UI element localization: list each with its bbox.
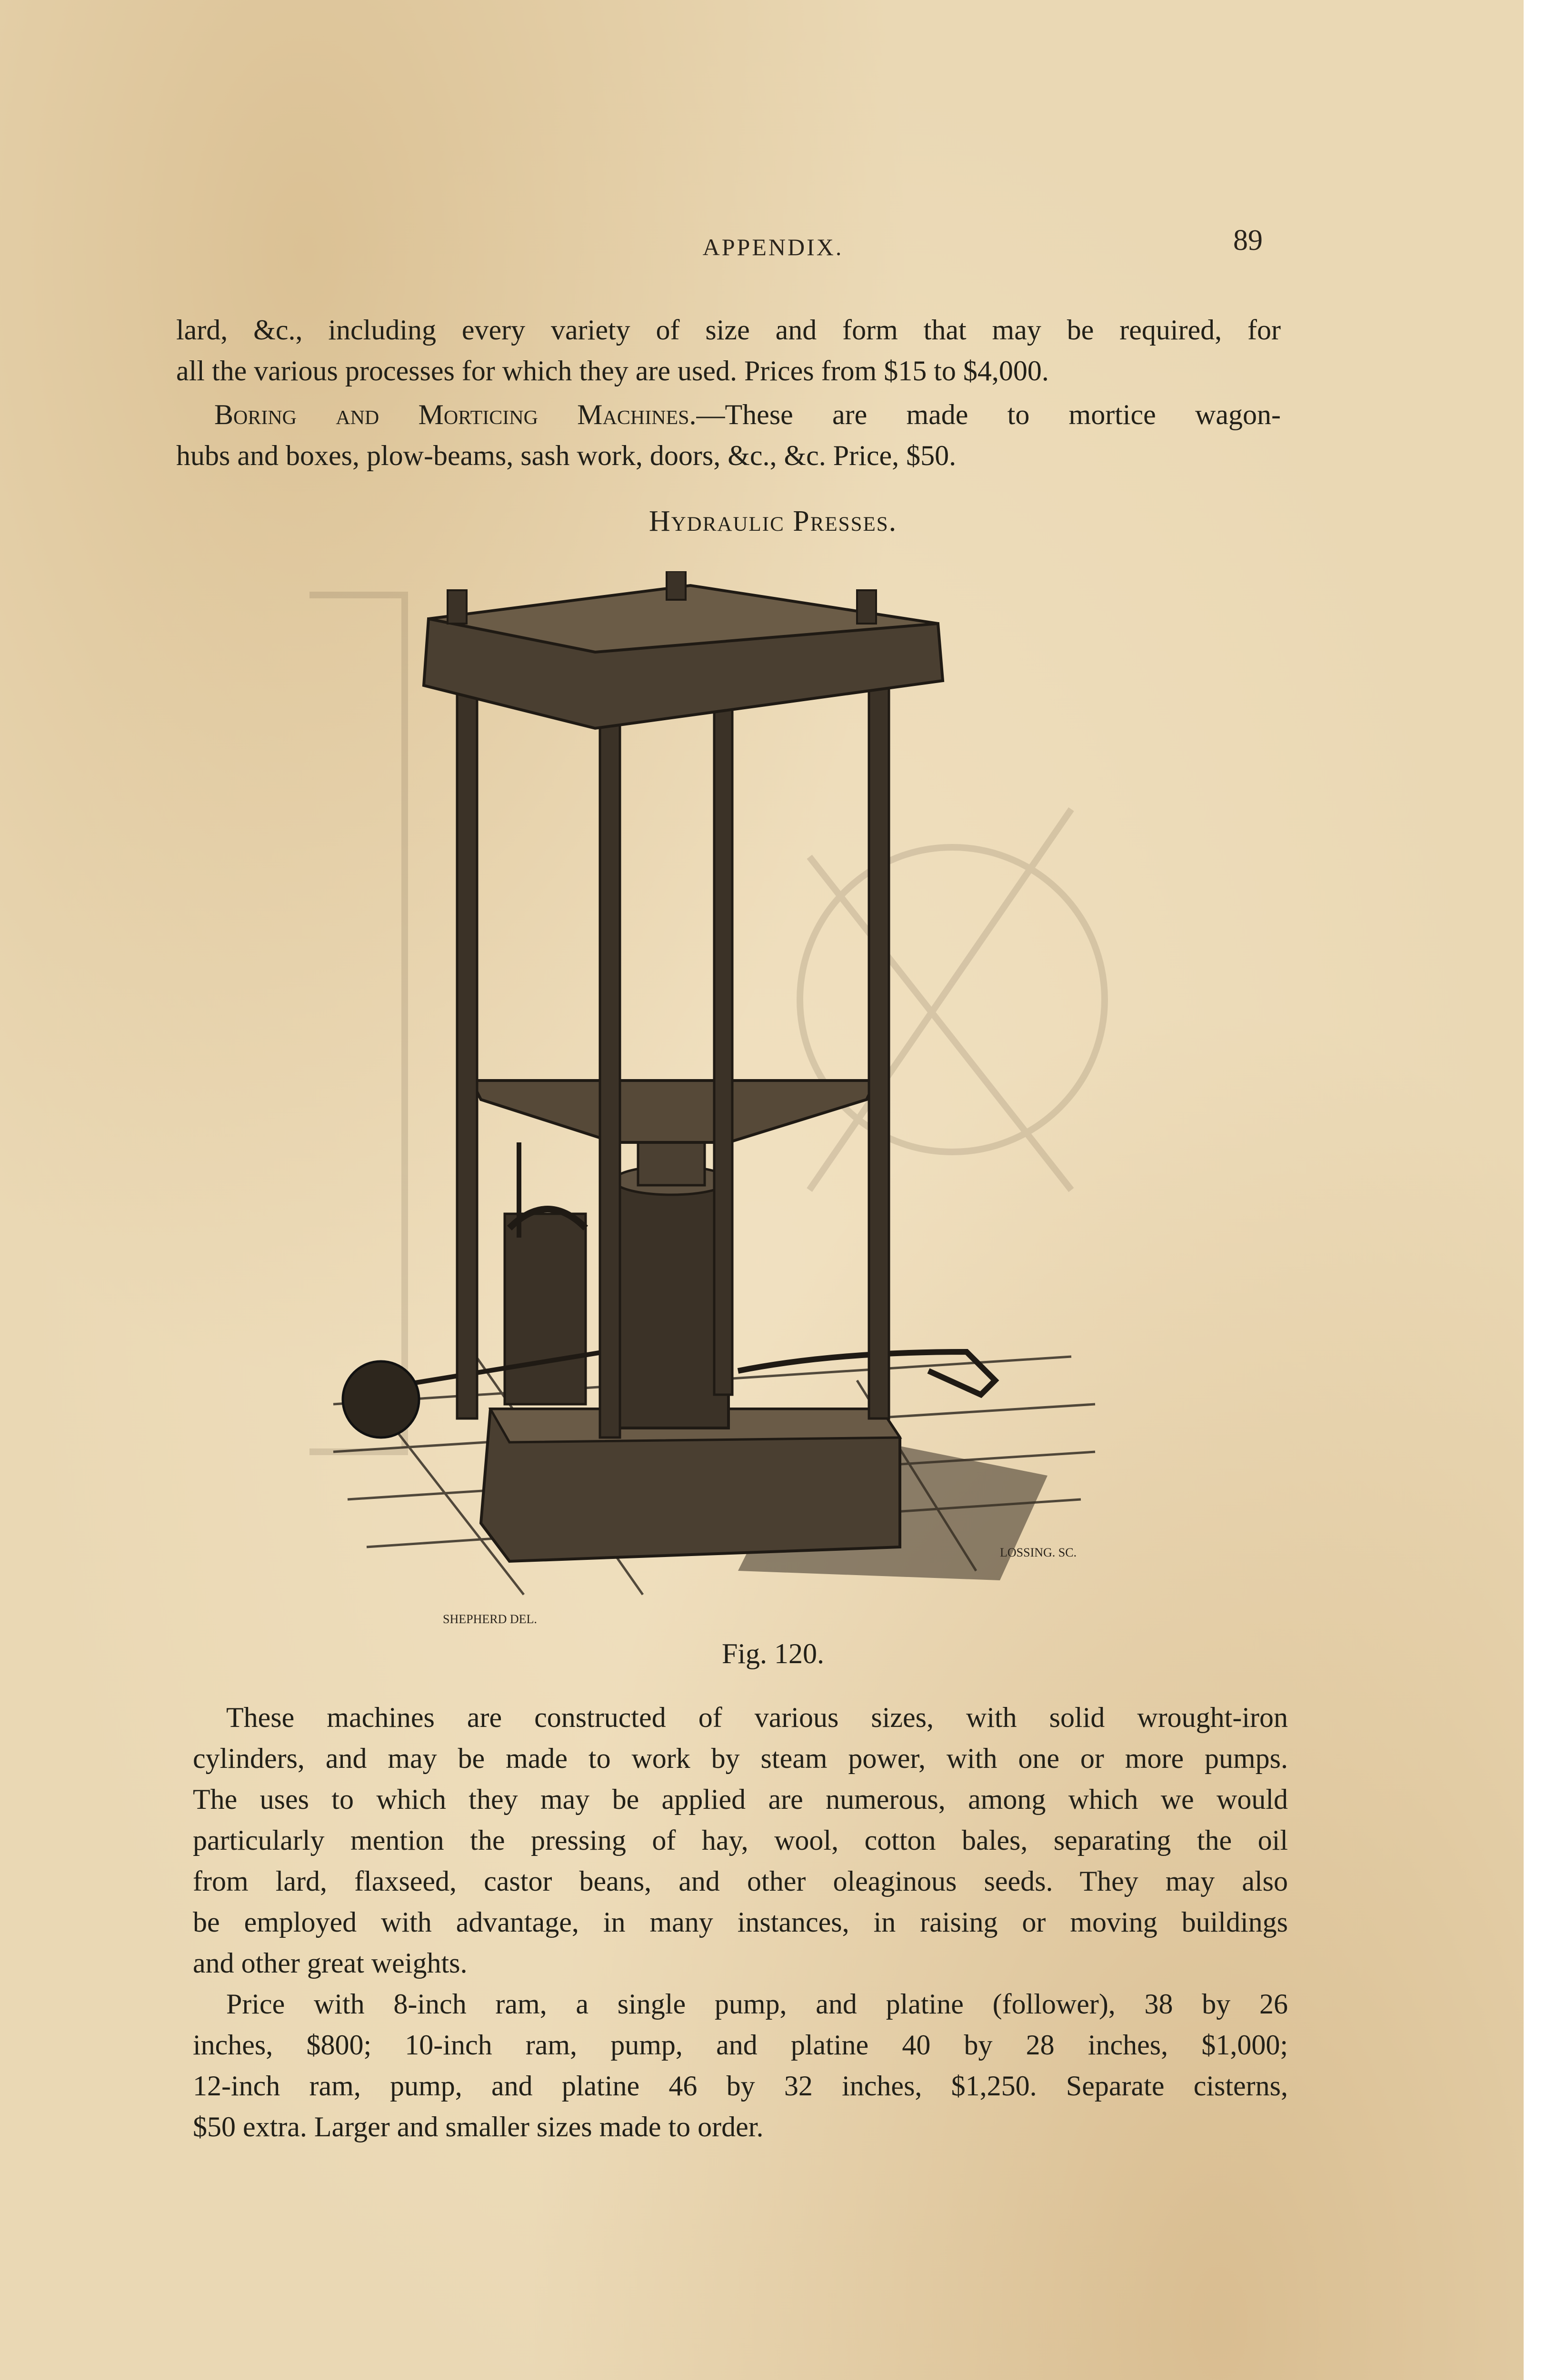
text-fragment: —These are made to mortice wagon- xyxy=(696,399,1281,430)
text-line: all the various processes for which they are used. Prices from $15 to $4,000. xyxy=(176,355,1049,387)
intro-text-block xyxy=(176,309,1281,476)
text-line: inches, $800; 10-inch ram, pump, and platine 40 by 28 inches, $1,000; xyxy=(193,2029,1288,2061)
text-line: hubs and boxes, plow-beams, sash work, doors, &c., &c. Price, $50. xyxy=(176,440,957,471)
figure-caption: Fig. 120. xyxy=(721,1638,825,1669)
section-heading: Hydraulic Presses. xyxy=(648,505,898,537)
engraver-credit-left: SHEPHERD DEL. xyxy=(443,1612,537,1626)
running-head: APPENDIX. xyxy=(702,234,844,260)
text-line xyxy=(176,394,1281,435)
text-line: particularly mention the pressing of hay, wool, cotton bales, separating the oil xyxy=(193,1825,1288,1856)
text-line: Price with 8-inch ram, a single pump, and platine (follower), 38 by 26 xyxy=(226,1988,1288,2020)
text-line: and other great weights. xyxy=(193,1947,468,1979)
subsection-lead: Boring and Morticing Machines. xyxy=(214,399,697,430)
text-line: 12-inch ram, pump, and platine 46 by 32 inches, $1,250. Separate cisterns, xyxy=(193,2070,1288,2102)
text-line: from lard, flaxseed, castor beans, and other oleaginous seeds. They may also xyxy=(193,1865,1288,1897)
hydraulic-press-illustration xyxy=(309,571,1119,1637)
body-text-block xyxy=(193,1697,1288,2147)
text-line: $50 extra. Larger and smaller sizes made to order. xyxy=(193,2111,764,2142)
text-line: These machines are constructed of various sizes, with solid wrought-iron xyxy=(226,1702,1288,1733)
text-line: lard, &c., including every variety of size and form that may be required, for xyxy=(176,314,1281,346)
engraver-credit-right: LOSSING. SC. xyxy=(1000,1546,1077,1559)
page-number: 89 xyxy=(1233,224,1263,257)
text-line: cylinders, and may be made to work by steam power, with one or more pumps. xyxy=(193,1743,1288,1774)
text-line: be employed with advantage, in many instances, in raising or moving buildings xyxy=(193,1906,1288,1938)
text-line: The uses to which they may be applied are numerous, among which we would xyxy=(193,1784,1288,1815)
